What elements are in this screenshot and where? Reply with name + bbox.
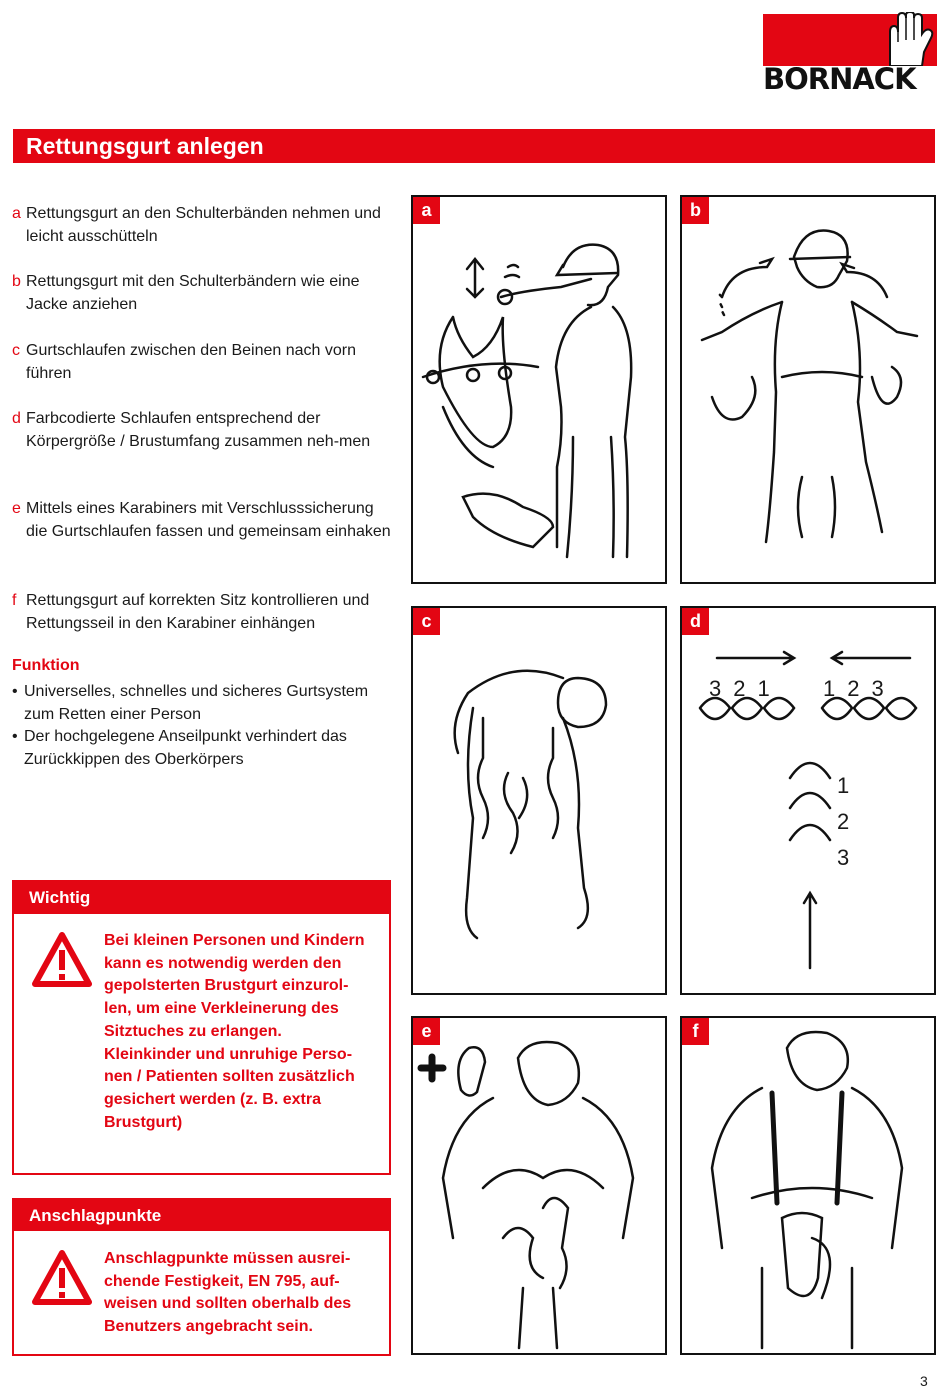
step-text: Rettungsgurt auf korrekten Sitz kontrollieren und Rettungsseil in den Karabiner einhängen	[26, 592, 370, 632]
anschlagpunkte-heading: Anschlagpunkte	[14, 1200, 389, 1231]
loop-numbers-vertical	[837, 768, 857, 876]
step-text: Rettungsgurt an den Schulterbänden nehmen und leicht ausschütteln	[26, 205, 381, 245]
loop-number: 3	[837, 845, 850, 870]
panel-c	[411, 606, 667, 995]
funktion-heading: Funktion	[12, 657, 80, 674]
warning-triangle-icon	[32, 1250, 92, 1306]
loop-number: 2	[733, 676, 758, 701]
unfold-harness-illustration	[413, 197, 665, 582]
step-b	[12, 270, 397, 316]
step-letter: c	[12, 342, 20, 359]
color-coded-loops-diagram	[682, 608, 934, 993]
anschlagpunkte-text: Anschlagpunkte müssen ausrei-chende Festigkeit, EN 795, auf-weisen und sollten oberhalb des Benutzers angebracht sein.	[104, 1250, 352, 1336]
final-check-illustration	[682, 1018, 934, 1353]
panel-d	[680, 606, 936, 995]
panel-label: a	[413, 197, 440, 224]
step-letter: a	[12, 205, 21, 222]
step-text: Farbcodierte Schlaufen entsprechend der Körpergröße / Brustumfang zusammen neh-men	[26, 410, 371, 450]
funktion-item: • Universelles, schnelles und sicheres Gurtsystem zum Retten einer Person	[12, 680, 397, 726]
leg-loops-illustration	[413, 608, 665, 993]
step-f	[12, 589, 397, 635]
wichtig-heading: Wichtig	[14, 882, 389, 914]
put-on-harness-illustration	[682, 197, 934, 582]
step-letter: b	[12, 273, 21, 290]
step-text: Mittels eines Karabiners mit Verschlusssicherung die Gurtschlaufen fassen und gemeinsam einhaken	[26, 500, 391, 540]
funktion-item-text: Universelles, schnelles und sicheres Gurtsystem zum Retten einer Person	[24, 683, 369, 723]
step-text: Rettungsgurt mit den Schulterbändern wie eine Jacke anziehen	[26, 273, 360, 313]
step-letter: f	[12, 592, 17, 609]
panel-e	[411, 1016, 667, 1355]
funktion-item-text: Der hochgelegene Anseilpunkt verhindert das Zurückkippen des Oberkörpers	[24, 728, 347, 768]
loop-number: 2	[837, 809, 850, 834]
panel-label: e	[413, 1018, 440, 1045]
loop-number: 1	[757, 676, 782, 701]
panel-label: d	[682, 608, 709, 635]
panel-f	[680, 1016, 936, 1355]
warning-triangle-icon	[32, 932, 92, 988]
step-c	[12, 339, 397, 385]
anschlagpunkte-box	[12, 1198, 391, 1356]
wichtig-box	[12, 880, 391, 1175]
funktion-item: • Der hochgelegene Anseilpunkt verhindert das Zurückkippen des Oberkörpers	[12, 725, 397, 771]
loop-number: 3	[871, 676, 896, 701]
step-d	[12, 407, 397, 453]
panel-label: f	[682, 1018, 709, 1045]
page-title: Rettungsgurt anlegen	[26, 133, 264, 159]
step-a	[12, 202, 397, 248]
hand-logo-icon	[884, 12, 934, 66]
step-letter: d	[12, 410, 21, 427]
loop-numbers-right	[823, 676, 896, 702]
step-text: Gurtschlaufen zwischen den Beinen nach vorn führen	[26, 342, 356, 382]
step-letter: e	[12, 500, 21, 517]
brand-name: BORNACK	[763, 62, 916, 96]
panel-a	[411, 195, 667, 584]
panel-label: c	[413, 608, 440, 635]
wichtig-text: Bei kleinen Personen und Kindern kann es notwendig werden den gepolsterten Brustgurt einzurol-len, um eine Verkleinerung des Sitztuches zu erlangen. Kleinkinder und unruhige Perso-nen / Patienten sollten zusätzlich gesichert werden (z. B. extra Brustgurt)	[104, 932, 365, 1131]
carabiner-attach-illustration	[413, 1018, 665, 1353]
loop-number: 3	[709, 676, 734, 701]
loop-number: 2	[847, 676, 872, 701]
loop-number: 1	[823, 676, 848, 701]
panel-label: b	[682, 197, 709, 224]
loop-number: 1	[837, 773, 850, 798]
panel-b	[680, 195, 936, 584]
page-number: 3	[920, 1373, 928, 1389]
step-e	[12, 497, 397, 543]
loop-numbers-left	[709, 676, 782, 702]
